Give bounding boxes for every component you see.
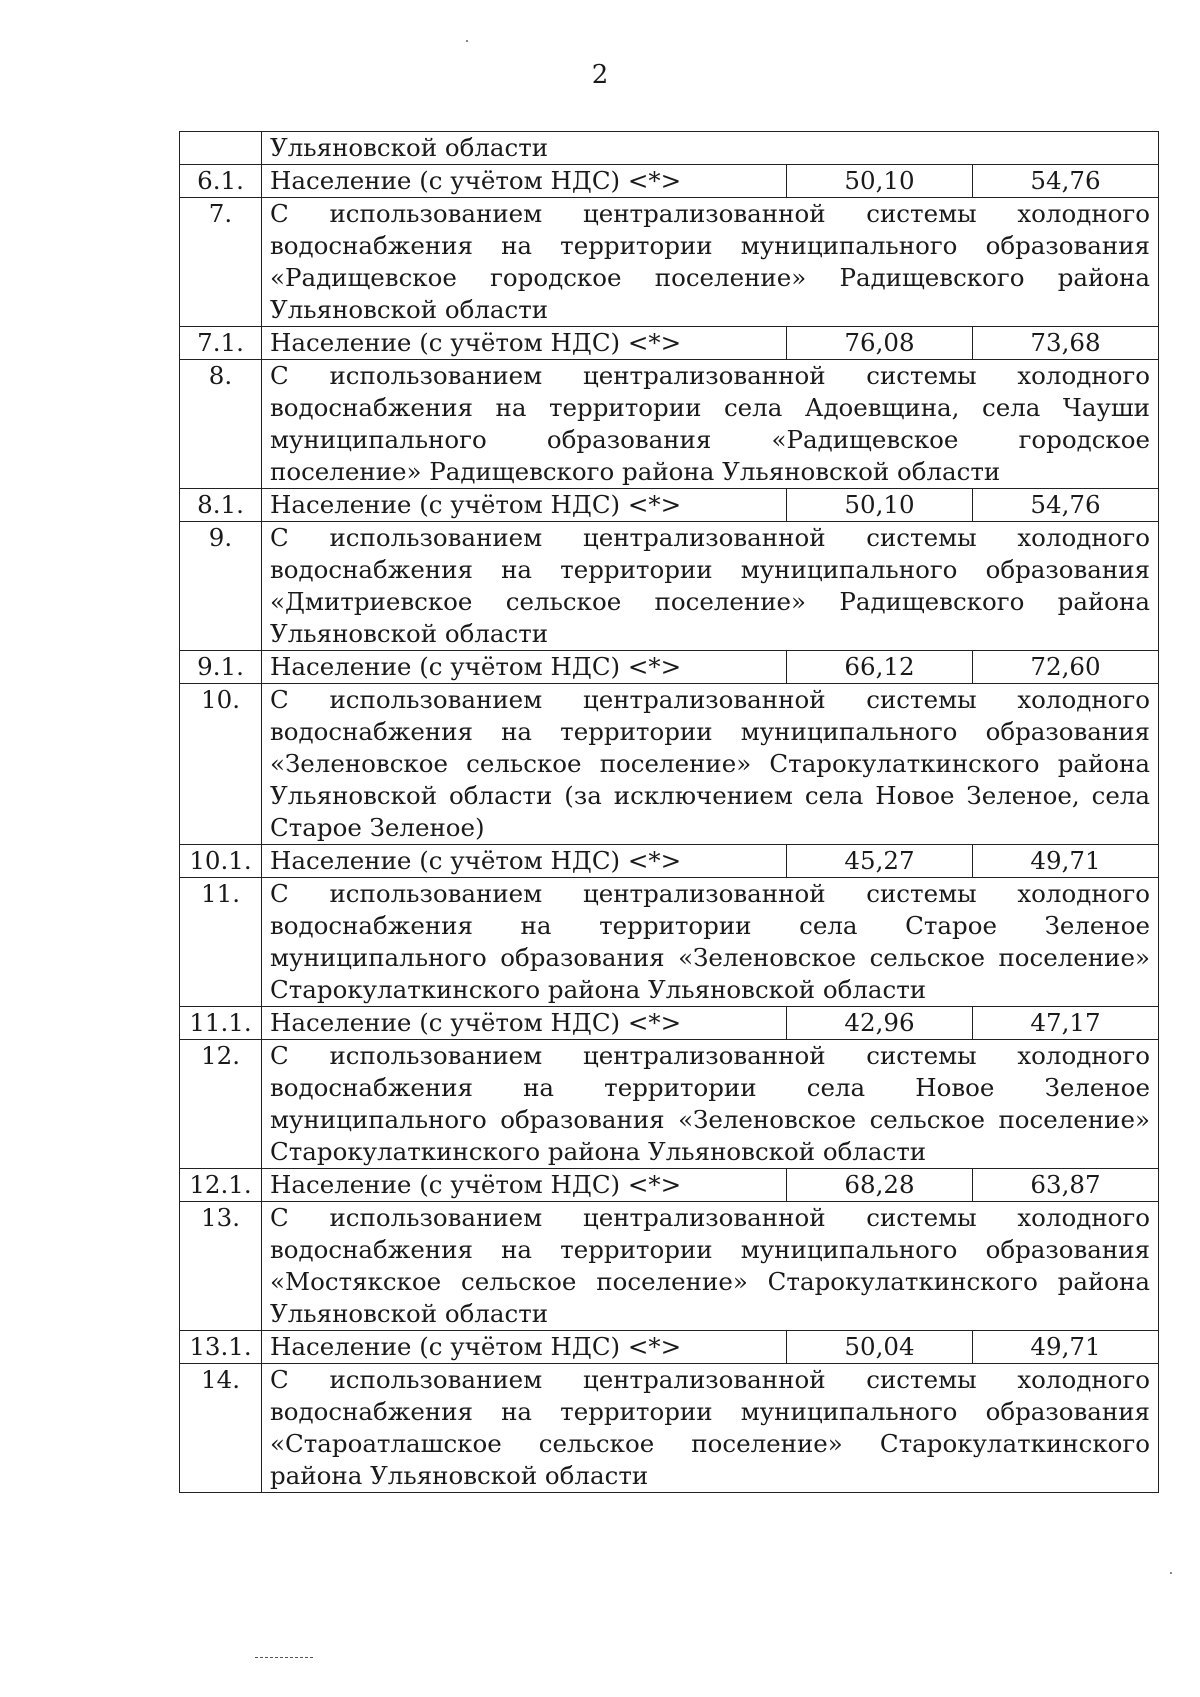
section-description: Ульяновской области: [262, 132, 1159, 165]
tariff-value-first-period: 50,04: [787, 1331, 973, 1364]
tariff-value-second-period: 54,76: [973, 165, 1159, 198]
section-description: С использованием централизованной системы холодного водоснабжения на территории муниципального образования «Мостякское сельское поселение» Старокулаткинского района Ульяновской области: [262, 1202, 1159, 1331]
row-number: 10.: [180, 684, 262, 845]
tariff-value-first-period: 50,10: [787, 165, 973, 198]
tariff-table: [179, 131, 1159, 1493]
tariff-value-second-period: 72,60: [973, 651, 1159, 684]
section-row: [180, 1364, 1159, 1493]
consumer-category: Население (с учётом НДС) <*>: [262, 845, 787, 878]
row-number: 7.: [180, 198, 262, 327]
consumer-category: Население (с учётом НДС) <*>: [262, 165, 787, 198]
tariff-value-first-period: 50,10: [787, 489, 973, 522]
section-description: С использованием централизованной системы холодного водоснабжения на территории села Адоевщина, села Чауши муниципального образования «Радищевское городское поселение» Радищевского района Ульяновской области: [262, 360, 1159, 489]
row-number: 13.: [180, 1202, 262, 1331]
tariff-value-first-period: 42,96: [787, 1007, 973, 1040]
section-row: [180, 360, 1159, 489]
row-number: 7.1.: [180, 327, 262, 360]
section-row: [180, 198, 1159, 327]
tariff-value-first-period: 45,27: [787, 845, 973, 878]
tariff-row: [180, 651, 1159, 684]
row-number: 9.: [180, 522, 262, 651]
page-number: 2: [591, 60, 609, 90]
row-number: 6.1.: [180, 165, 262, 198]
consumer-category: Население (с учётом НДС) <*>: [262, 651, 787, 684]
row-number: 8.1.: [180, 489, 262, 522]
consumer-category: Население (с учётом НДС) <*>: [262, 1169, 787, 1202]
section-row: [180, 1040, 1159, 1169]
section-row: [180, 132, 1159, 165]
tariff-value-first-period: 68,28: [787, 1169, 973, 1202]
row-number: 13.1.: [180, 1331, 262, 1364]
tariff-row: [180, 1331, 1159, 1364]
section-description: С использованием централизованной системы холодного водоснабжения на территории муниципального образования «Дмитриевское сельское поселение» Радищевского района Ульяновской области: [262, 522, 1159, 651]
tariff-table-body: [180, 132, 1159, 1493]
section-row: [180, 684, 1159, 845]
tariff-row: [180, 327, 1159, 360]
scan-speck: [1170, 1572, 1172, 1574]
tariff-value-second-period: 73,68: [973, 327, 1159, 360]
row-number: 8.: [180, 360, 262, 489]
tariff-value-second-period: 49,71: [973, 845, 1159, 878]
tariff-value-first-period: 76,08: [787, 327, 973, 360]
consumer-category: Население (с учётом НДС) <*>: [262, 1007, 787, 1040]
section-row: [180, 1202, 1159, 1331]
section-description: С использованием централизованной системы холодного водоснабжения на территории муниципального образования «Зеленовское сельское поселение» Старокулаткинского района Ульяновской области (за исключением села Новое Зеленое, села Старое Зеленое): [262, 684, 1159, 845]
consumer-category: Население (с учётом НДС) <*>: [262, 327, 787, 360]
row-number: [180, 132, 262, 165]
row-number: 10.1.: [180, 845, 262, 878]
row-number: 12.: [180, 1040, 262, 1169]
tariff-value-second-period: 49,71: [973, 1331, 1159, 1364]
section-row: [180, 522, 1159, 651]
scan-mark: [255, 1657, 313, 1658]
section-row: [180, 878, 1159, 1007]
row-number: 11.: [180, 878, 262, 1007]
row-number: 14.: [180, 1364, 262, 1493]
tariff-value-second-period: 63,87: [973, 1169, 1159, 1202]
tariff-row: [180, 845, 1159, 878]
tariff-row: [180, 1169, 1159, 1202]
section-description: С использованием централизованной системы холодного водоснабжения на территории муниципального образования «Староатлашское сельское поселение» Старокулаткинского района Ульяновской области: [262, 1364, 1159, 1493]
consumer-category: Население (с учётом НДС) <*>: [262, 489, 787, 522]
section-description: С использованием централизованной системы холодного водоснабжения на территории муниципального образования «Радищевское городское поселение» Радищевского района Ульяновской области: [262, 198, 1159, 327]
row-number: 11.1.: [180, 1007, 262, 1040]
section-description: С использованием централизованной системы холодного водоснабжения на территории села Новое Зеленое муниципального образования «Зеленовское сельское поселение» Старокулаткинского района Ульяновской области: [262, 1040, 1159, 1169]
tariff-row: [180, 1007, 1159, 1040]
tariff-value-second-period: 54,76: [973, 489, 1159, 522]
scan-speck: [466, 40, 468, 42]
tariff-value-first-period: 66,12: [787, 651, 973, 684]
consumer-category: Население (с учётом НДС) <*>: [262, 1331, 787, 1364]
tariff-row: [180, 489, 1159, 522]
row-number: 9.1.: [180, 651, 262, 684]
tariff-row: [180, 165, 1159, 198]
tariff-value-second-period: 47,17: [973, 1007, 1159, 1040]
section-description: С использованием централизованной системы холодного водоснабжения на территории села Старое Зеленое муниципального образования «Зеленовское сельское поселение» Старокулаткинского района Ульяновской области: [262, 878, 1159, 1007]
row-number: 12.1.: [180, 1169, 262, 1202]
